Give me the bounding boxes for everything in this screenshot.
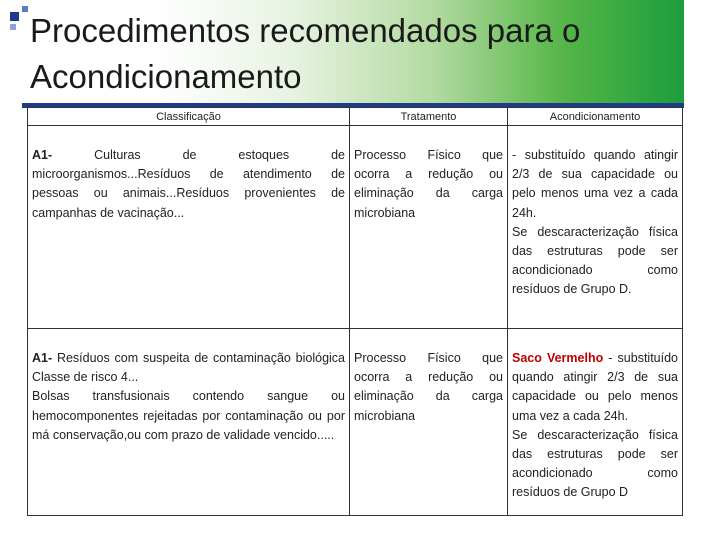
table-row bbox=[28, 329, 683, 516]
table-header-row bbox=[28, 108, 683, 126]
cell-tratamento: Processo Físico que ocorra a redução ou eliminação da carga microbiana bbox=[350, 329, 508, 516]
acondicionamento-note: Se descaracterização física das estruturas pode ser acondicionado como resíduos de Grupo D. bbox=[512, 224, 678, 297]
bag-color-label: Saco Vermelho bbox=[512, 351, 604, 365]
classification-code: A1- bbox=[32, 148, 53, 162]
procedures-table bbox=[27, 107, 683, 516]
cell-tratamento: Processo Físico que ocorra a redução ou eliminação da carga microbiana bbox=[350, 126, 508, 329]
cell-classificacao bbox=[28, 329, 350, 516]
acondicionamento-text: - substituído quando atingir 2/3 de sua capacidade ou pelo menos uma vez a cada 24h. bbox=[512, 351, 678, 423]
classification-text: Resíduos com suspeita de contaminação biológica Classe de risco 4... bbox=[32, 351, 345, 385]
cell-acondicionamento bbox=[508, 329, 683, 516]
acondicionamento-text: - substituído quando atingir 2/3 de sua capacidade ou pelo menos uma vez a cada 24h. bbox=[512, 148, 678, 220]
cell-classificacao bbox=[28, 126, 350, 329]
slide-title: Procedimentos recomendados para o Acondicionamento bbox=[30, 12, 581, 95]
corner-square-decoration bbox=[10, 12, 19, 21]
header-acondicionamento: Acondicionamento bbox=[508, 108, 683, 126]
corner-square-decoration bbox=[10, 24, 16, 30]
classification-text: Culturas de estoques de microorganismos...Resíduos de atendimento de pessoas ou animais...Resíduos provenientes de campanhas de vacinação... bbox=[32, 148, 345, 220]
cell-acondicionamento bbox=[508, 126, 683, 329]
header-tratamento: Tratamento bbox=[350, 108, 508, 126]
classification-code: A1- bbox=[32, 351, 53, 365]
header-classificacao: Classificação bbox=[28, 108, 350, 126]
table-row bbox=[28, 126, 683, 329]
classification-text-2: Bolsas transfusionais contendo sangue ou hemocomponentes rejeitadas por contaminação ou por má conservação,ou com prazo de validade vencido..... bbox=[32, 389, 345, 442]
corner-square-decoration bbox=[22, 6, 28, 12]
acondicionamento-note: Se descaracterização física das estruturas pode ser acondicionado como resíduos de Grupo D bbox=[512, 427, 678, 500]
